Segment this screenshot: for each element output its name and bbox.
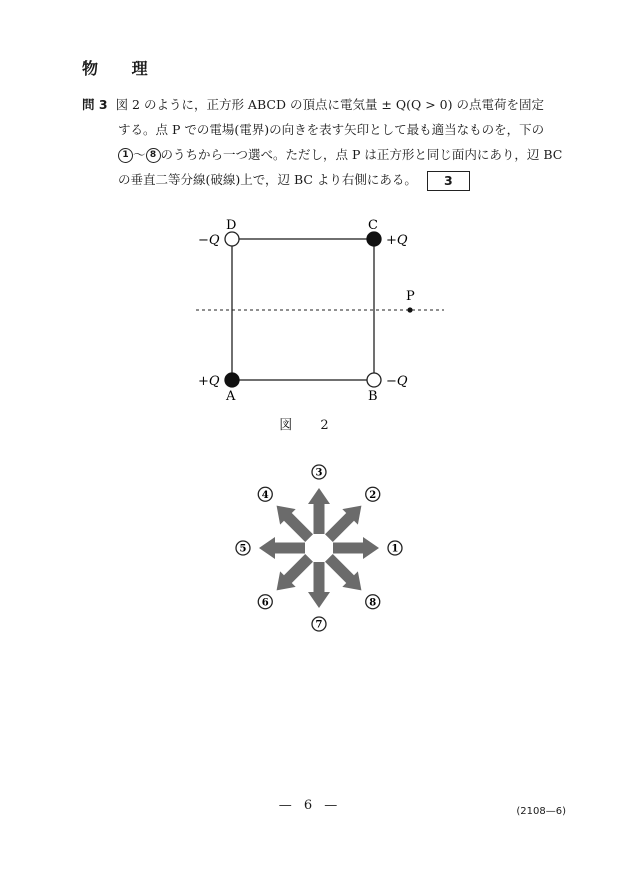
figure-caption: 図 2 (279, 418, 341, 433)
choice-label-1: 1 (391, 543, 399, 555)
choice-label-7: 7 (315, 619, 323, 631)
charge-label-c: +Q (386, 233, 408, 248)
charge-b (367, 373, 381, 387)
charge-label-a: +Q (198, 374, 220, 389)
choice-label-5: 5 (239, 543, 247, 555)
question-line-2: する。点 P での電場(電界)の向きを表す矢印として最も適当なものを，下の (118, 122, 545, 137)
question-line-3-text: のうちから一つ選べ。ただし，点 P は正方形と同じ面内にあり，辺 BC (160, 147, 563, 162)
exam-code: (2108—6) (516, 806, 566, 817)
choice-arrows (0, 450, 620, 650)
charge-label-d: −Q (198, 233, 220, 248)
label-c: C (368, 218, 378, 233)
choice-arrow-8[interactable] (325, 554, 361, 590)
choice-arrow-5[interactable] (259, 537, 305, 559)
choice-arrow-2[interactable] (325, 506, 361, 542)
label-b: B (368, 389, 378, 404)
choice-start-number: 1 (118, 148, 133, 163)
question-number: 問 3 (82, 97, 108, 112)
answer-box[interactable]: 3 (427, 171, 470, 191)
charge-c (367, 232, 381, 246)
subject-heading: 物 理 (82, 59, 162, 78)
choice-arrow-7[interactable] (308, 562, 330, 608)
page-number: — 6 — (278, 798, 342, 813)
tilde: 〜 (133, 147, 146, 162)
figure-2-diagram (0, 200, 620, 415)
charge-label-b: −Q (386, 374, 408, 389)
question-line-1 (82, 92, 552, 117)
choice-label-8: 8 (369, 597, 377, 609)
charge-d (225, 232, 239, 246)
choice-arrow-1[interactable] (333, 537, 379, 559)
choice-arrow-6[interactable] (277, 554, 313, 590)
choice-arrow-3[interactable] (308, 488, 330, 534)
choice-label-6: 6 (261, 597, 269, 609)
question-text (82, 92, 563, 192)
point-p (407, 307, 412, 312)
charge-a (225, 373, 239, 387)
choice-label-3: 3 (315, 467, 323, 479)
question-line-4 (82, 167, 552, 192)
label-d: D (226, 218, 237, 233)
choice-end-number: 8 (146, 148, 161, 163)
label-p: P (406, 289, 415, 304)
label-a: A (226, 389, 236, 404)
choice-arrow-4[interactable] (277, 506, 313, 542)
question-line-3 (82, 142, 563, 167)
question-line-4-text: の垂直二等分線(破線)上で，辺 BC より右側にある。 (118, 172, 417, 187)
choice-label-4: 4 (261, 489, 269, 501)
choice-label-2: 2 (369, 489, 377, 501)
question-line-1-text: 図 2 のように，正方形 ABCD の頂点に電気量 ± Q(Q > 0) の点電荷を固定 (115, 97, 544, 112)
